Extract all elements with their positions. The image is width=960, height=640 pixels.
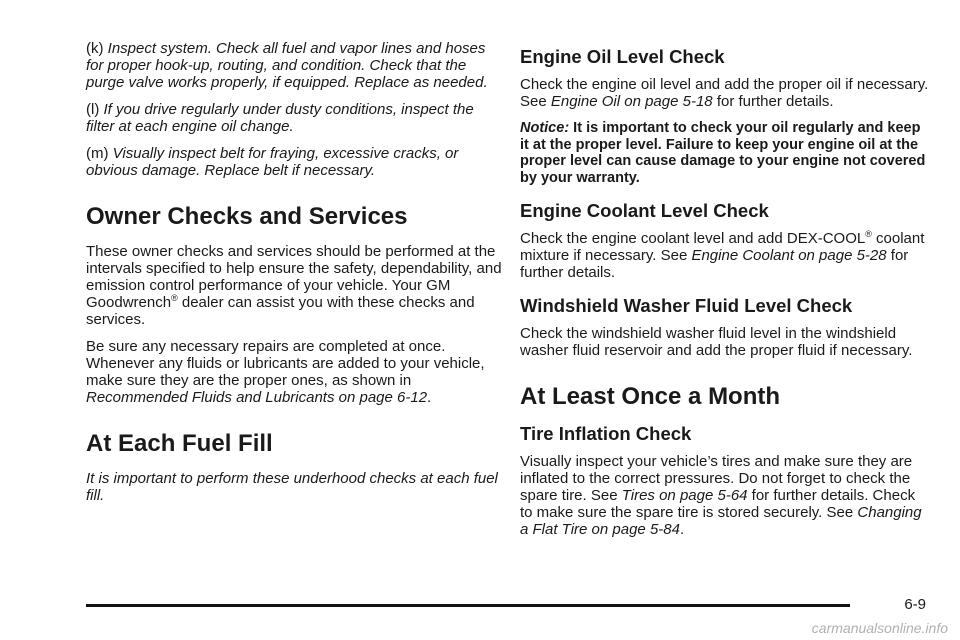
tire-p-c: . [679, 521, 685, 538]
footer-rule [86, 604, 850, 607]
item-l-marker: (l) [86, 101, 100, 118]
fluids-reference-link[interactable]: Recommended Fluids and Lubricants on page 6-12 [86, 389, 428, 406]
registered-mark: ® [865, 229, 872, 239]
tire-p-b: for further details. Check to make sure the spare tire is stored securely. See [520, 487, 916, 521]
oil-notice [520, 120, 930, 186]
engine-oil-reference-link[interactable]: Engine Oil on page 5-18 [550, 93, 713, 110]
tire-p-a: Visually inspect your vehicle’s tires and make sure they are inflated to the correct pressures. Do not forget to check the spare tire. See [520, 453, 913, 504]
registered-mark: ® [171, 293, 178, 303]
washer-heading: Windshield Washer Fluid Level Check [520, 295, 853, 316]
item-k [86, 40, 506, 91]
engine-coolant-reference-link[interactable]: Engine Coolant on page 5-28 [691, 247, 887, 264]
fuel-fill-text: It is important to perform these underhood checks at each fuel fill. [86, 470, 498, 504]
notice-label: Notice: [520, 120, 570, 136]
oil-p-a: Check the engine oil level and add the proper oil if necessary. See [520, 76, 929, 110]
owner-checks-heading: Owner Checks and Services [86, 203, 408, 230]
page-number: 6-9 [904, 596, 926, 613]
monthly-heading: At Least Once a Month [520, 383, 781, 410]
tires-reference-link[interactable]: Tires on page 5-64 [621, 487, 748, 504]
oil-heading: Engine Oil Level Check [520, 46, 725, 67]
fuel-fill-paragraph [86, 470, 506, 504]
owner-checks-paragraph-2 [86, 338, 506, 406]
oil-p-b: for further details. [712, 93, 834, 110]
item-m-marker: (m) [86, 145, 109, 162]
coolant-p-c: for further details. [520, 247, 909, 281]
left-column [86, 40, 506, 514]
watermark: carmanualsonline.info [811, 620, 948, 636]
fuel-fill-heading: At Each Fuel Fill [86, 430, 273, 457]
oil-paragraph [520, 76, 930, 110]
tire-paragraph [520, 453, 930, 538]
item-l-text: If you drive regularly under dusty conditions, inspect the filter at each engine oil change. [86, 101, 474, 135]
item-l [86, 101, 506, 135]
owner-checks-p1-a: These owner checks and services should be performed at the intervals specified to help ensure the safety, dependability, and emission control performance of your vehicle. Your GM Goodwrench [86, 243, 502, 311]
coolant-paragraph [520, 230, 930, 281]
flat-tire-reference-link[interactable]: Changing a Flat Tire on page 5-84 [520, 504, 922, 538]
item-k-text: Inspect system. Check all fuel and vapor lines and hoses for proper hook-up, routing, and condition. Check that the purge valve works properly, if equipped. Replace as needed. [86, 40, 488, 91]
owner-checks-p2-a: Be sure any necessary repairs are completed at once. Whenever any fluids or lubricants are added to your vehicle, make sure they are the proper ones, as shown in [86, 338, 485, 389]
item-m [86, 145, 506, 179]
item-m-text: Visually inspect belt for fraying, excessive cracks, or obvious damage. Replace belt if necessary. [86, 145, 459, 179]
item-k-marker: (k) [86, 40, 104, 57]
washer-paragraph: Check the windshield washer fluid level in the windshield washer fluid reservoir and add the proper fluid if necessary. [520, 325, 913, 359]
owner-checks-p1-b: dealer can assist you with these checks and services. [86, 294, 475, 328]
coolant-p-b: coolant mixture if necessary. See [520, 230, 925, 264]
owner-checks-paragraph-1 [86, 243, 506, 328]
coolant-p-a: Check the engine coolant level and add DEX-COOL [520, 230, 866, 247]
coolant-heading: Engine Coolant Level Check [520, 200, 769, 221]
right-column [520, 40, 930, 548]
tire-heading: Tire Inflation Check [520, 423, 692, 444]
notice-text: It is important to check your oil regularly and keep it at the proper level. Failure to keep your engine oil at the proper level can cause damage to your engine not covered by your warranty. [520, 120, 926, 186]
owner-checks-p2-b: . [427, 389, 432, 406]
